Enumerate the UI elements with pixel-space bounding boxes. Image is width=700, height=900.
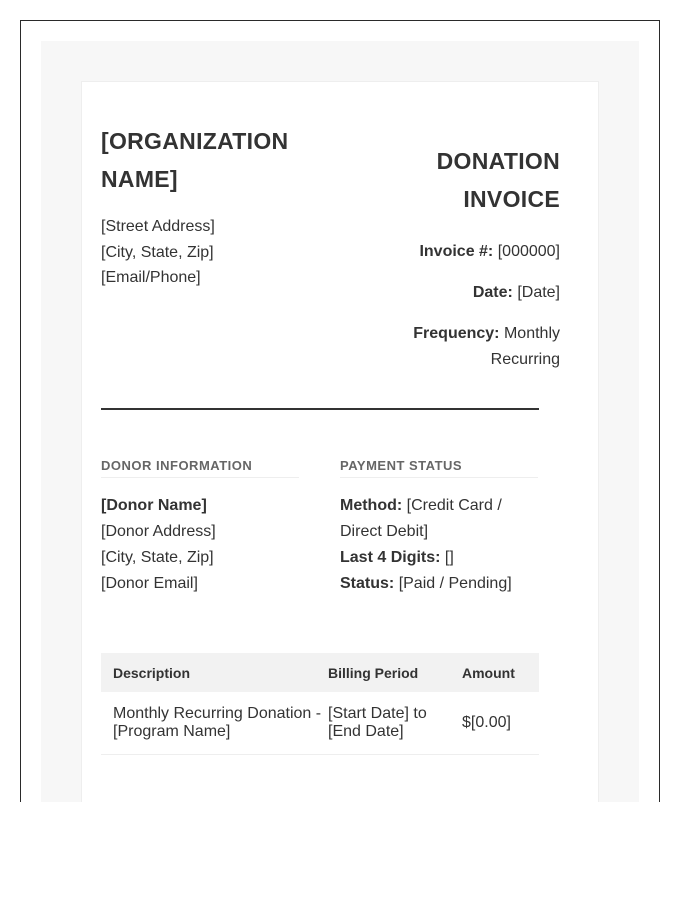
row-amount: $[0.00] <box>462 714 511 731</box>
org-city: [City, State, Zip] <box>101 243 214 261</box>
table-row <box>101 692 539 755</box>
organization-name: [ORGANIZATION NAME] <box>101 128 289 192</box>
header-description: Description <box>113 664 191 681</box>
table-header-row <box>101 653 539 692</box>
org-street: [Street Address] <box>101 218 215 235</box>
payment-method-value: [Credit Card / Direct Debit] <box>340 497 502 540</box>
donor-address: [Donor Address] <box>101 523 216 540</box>
payment-status-heading: PAYMENT STATUS <box>340 458 538 478</box>
payment-status-value: [Paid / Pending] <box>398 575 512 592</box>
header-divider <box>101 408 539 410</box>
header-amount: Amount <box>462 664 515 681</box>
payment-digits <box>340 545 530 571</box>
billing-table <box>101 653 539 755</box>
invoice-frequency-label: Frequency: <box>413 325 500 342</box>
row-description: Monthly Recurring Donation - [Program Name] <box>113 705 322 740</box>
payment-info <box>340 493 530 597</box>
row-billing-period: [Start Date] to [End Date] <box>328 705 427 740</box>
organization-address <box>101 214 331 291</box>
invoice-date-value: [Date] <box>517 284 560 301</box>
donor-city: [City, State, Zip] <box>101 549 214 566</box>
donor-info-heading: DONOR INFORMATION <box>101 458 299 478</box>
invoice-number <box>340 239 560 265</box>
payment-status <box>340 571 530 597</box>
invoice-number-label: Invoice #: <box>419 243 494 260</box>
payment-digits-label: Last 4 Digits: <box>340 549 441 566</box>
invoice-number-value: [000000] <box>497 243 560 260</box>
header-billing-period: Billing Period <box>328 664 419 681</box>
donor-email: [Donor Email] <box>101 575 198 592</box>
org-contact: [Email/Phone] <box>101 269 201 286</box>
invoice-date <box>340 280 560 306</box>
invoice-title: DONATION INVOICE <box>436 148 560 212</box>
payment-digits-value: [] <box>444 549 454 566</box>
payment-method-label: Method: <box>340 497 403 514</box>
invoice-date-label: Date: <box>472 284 513 301</box>
invoice-frequency <box>390 321 560 372</box>
payment-method <box>340 493 530 545</box>
payment-status-label: Status: <box>340 575 395 592</box>
invoice-frequency-value: Monthly Recurring <box>490 325 560 368</box>
donor-name: [Donor Name] <box>101 497 207 514</box>
donor-info <box>101 493 216 597</box>
